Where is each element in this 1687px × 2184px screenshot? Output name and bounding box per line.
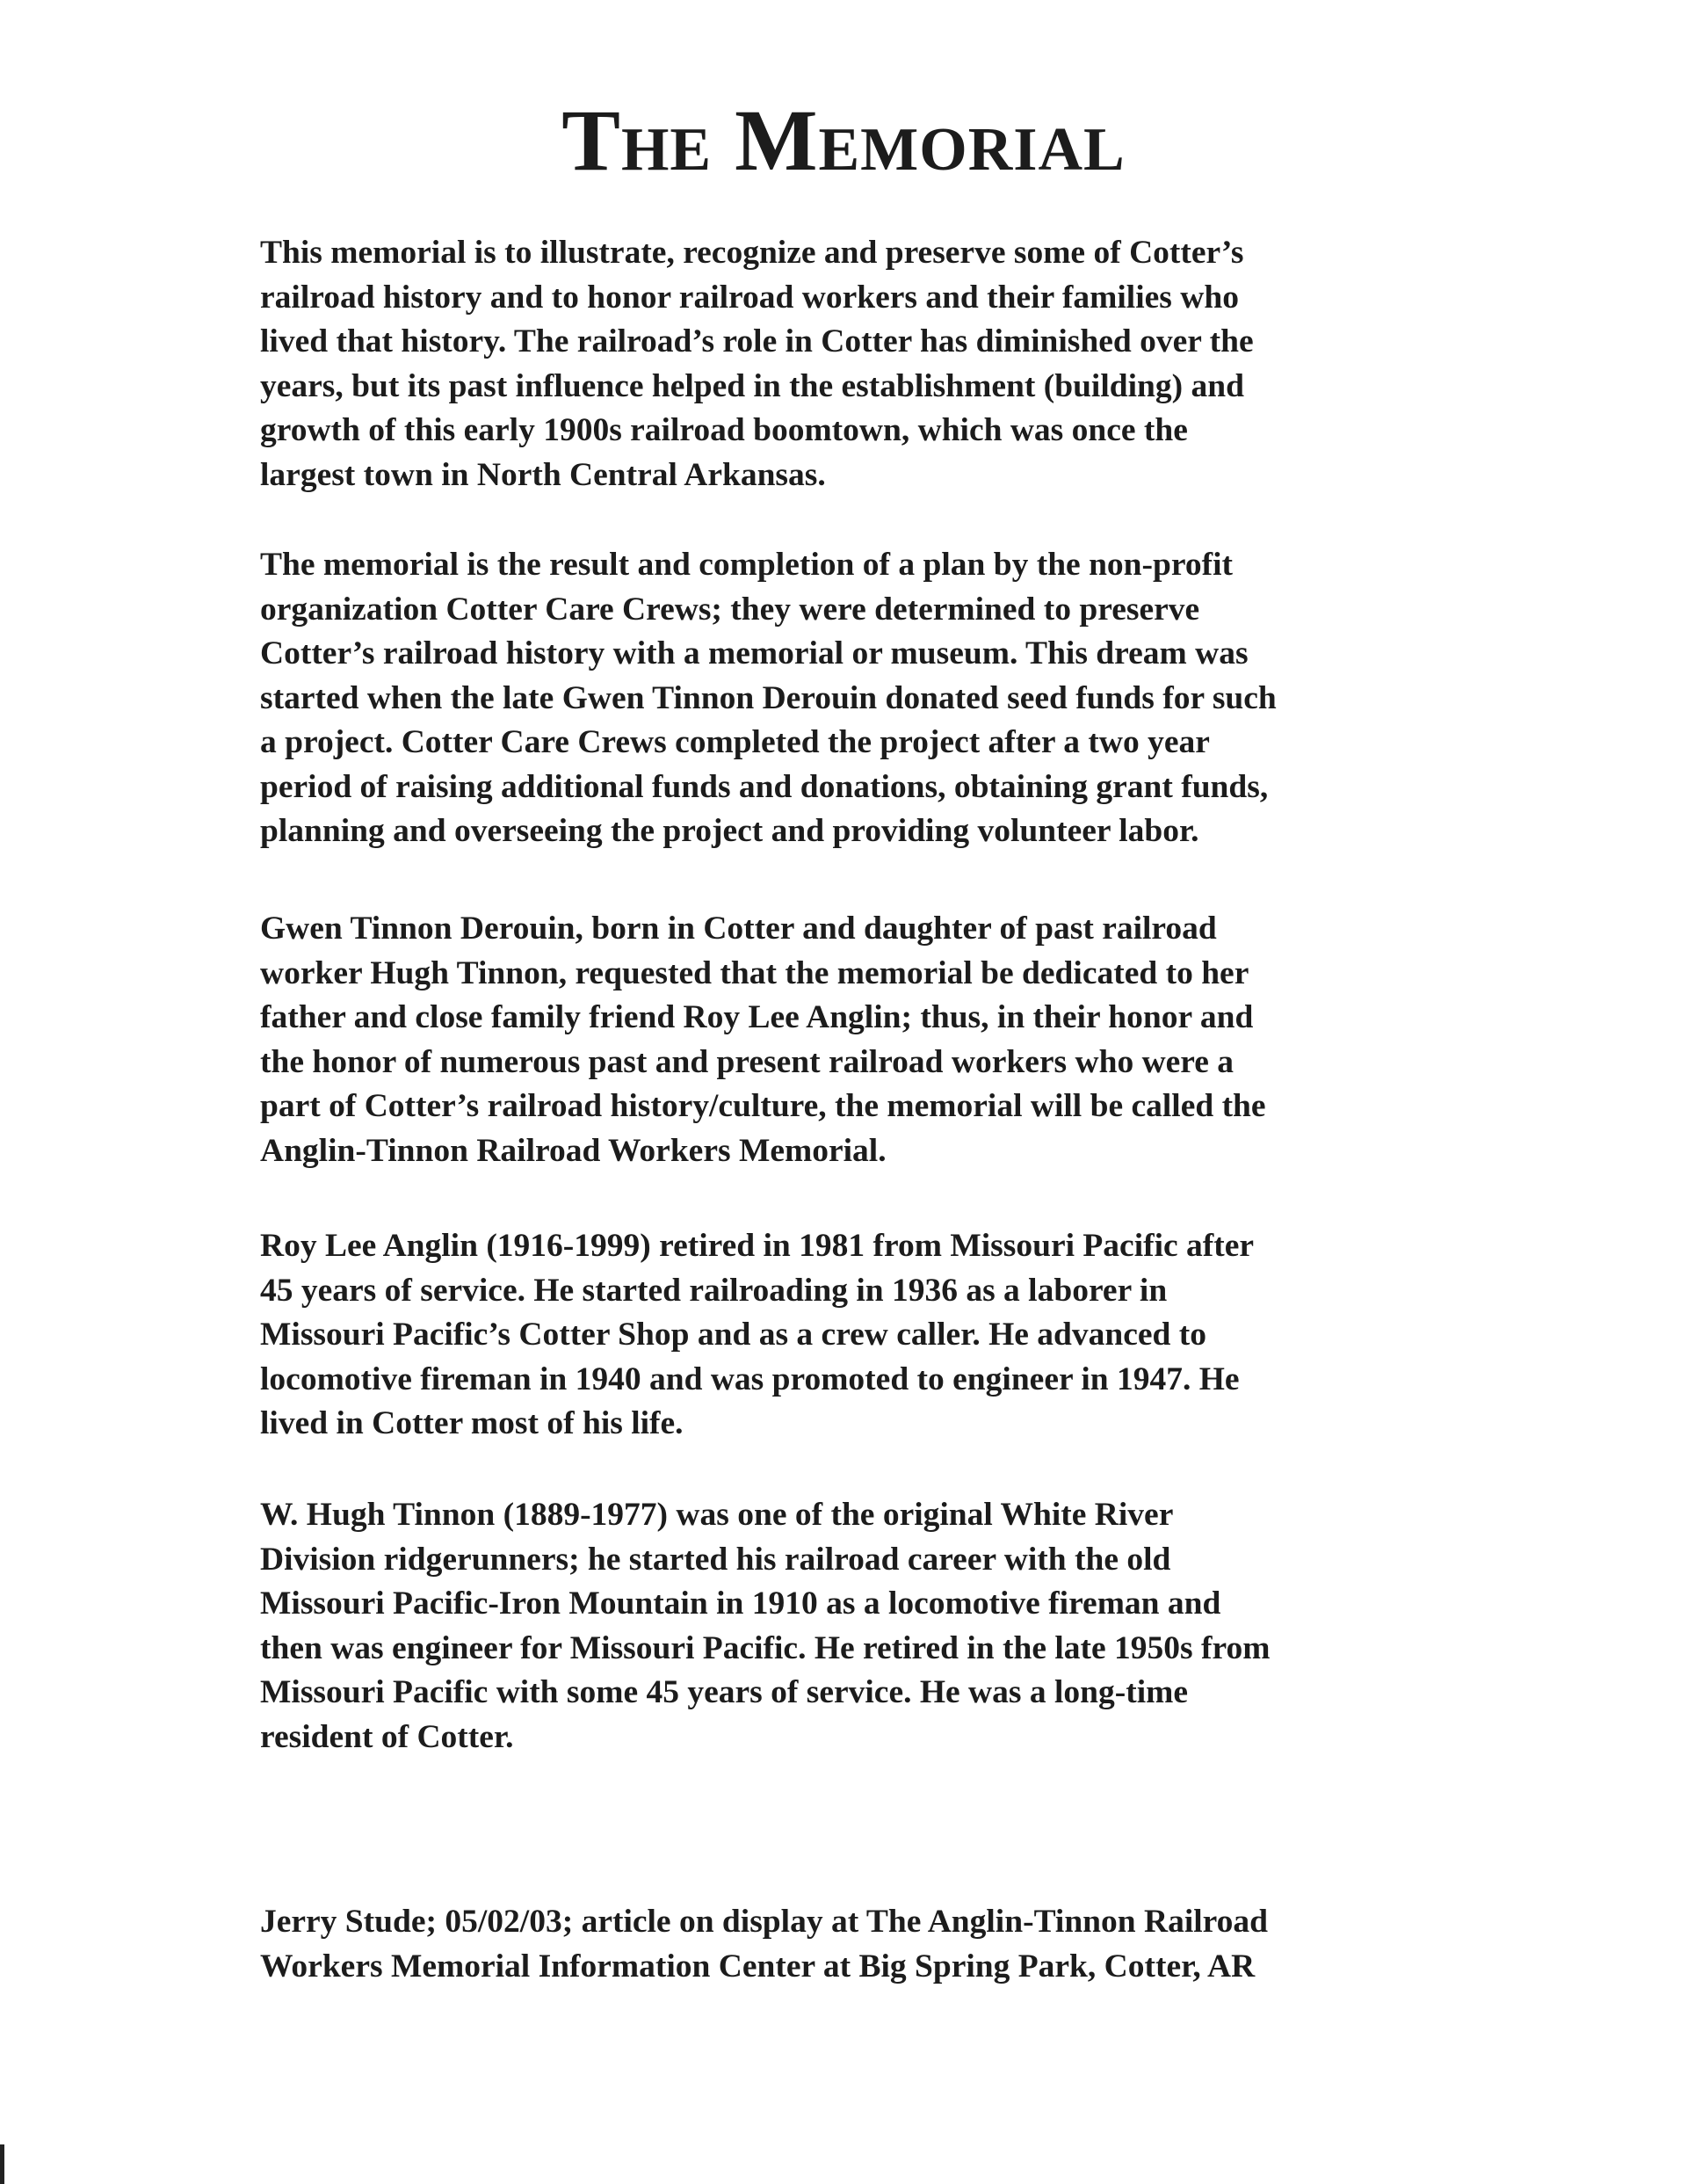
text-line: This memorial is to illustrate, recognize and preserve some of Cotter’s [260, 235, 1244, 271]
paragraph-attribution [260, 1900, 1268, 1989]
text-line: the honor of numerous past and present railroad workers who were a [260, 1043, 1234, 1080]
text-line: years, but its past influence helped in the establishment (building) and [260, 367, 1244, 404]
paragraph-roy-lee-anglin [260, 1224, 1254, 1447]
paragraph-origin [260, 543, 1277, 854]
text-line: growth of this early 1900s railroad boomtown, which was once the [260, 412, 1188, 448]
scan-edge-mark [0, 2144, 4, 2184]
text-line: railroad history and to honor railroad workers and their families who [260, 279, 1239, 316]
text-line: Anglin-Tinnon Railroad Workers Memorial. [260, 1132, 887, 1169]
text-line: Jerry Stude; 05/02/03; article on display at The Anglin-Tinnon Railroad [260, 1904, 1269, 1940]
text-line: locomotive fireman in 1940 and was promoted to engineer in 1947. He [260, 1360, 1240, 1397]
text-line: part of Cotter’s railroad history/culture, the memorial will be called the [260, 1088, 1266, 1124]
text-line: father and close family friend Roy Lee Anglin; thus, in their honor and [260, 999, 1254, 1035]
text-line: W. Hugh Tinnon (1889-1977) was one of the original White River [260, 1497, 1174, 1533]
text-line: Gwen Tinnon Derouin, born in Cotter and daughter of past railroad [260, 911, 1217, 947]
text-line: started when the late Gwen Tinnon Derouin donated seed funds for such [260, 679, 1277, 716]
text-line: Division ridgerunners; he started his railroad career with the old [260, 1541, 1171, 1578]
text-line: lived in Cotter most of his life. [260, 1405, 684, 1441]
text-line: The memorial is the result and completion of a plan by the non-profit [260, 547, 1233, 583]
page-title: The Memorial [561, 91, 1126, 189]
paragraph-hugh-tinnon [260, 1493, 1270, 1760]
text-line: period of raising additional funds and donations, obtaining grant funds, [260, 768, 1269, 805]
text-line: lived that history. The railroad’s role in Cotter has diminished over the [260, 323, 1254, 359]
text-line: then was engineer for Missouri Pacific. He retired in the late 1950s from [260, 1629, 1271, 1666]
text-line: largest town in North Central Arkansas. [260, 456, 826, 493]
text-line: 45 years of service. He started railroading in 1936 as a laborer in [260, 1272, 1168, 1309]
text-line: Missouri Pacific with some 45 years of service. He was a long-time [260, 1674, 1189, 1710]
text-line: Workers Memorial Information Center at Big Spring Park, Cotter, AR [260, 1948, 1256, 1984]
text-line: resident of Cotter. [260, 1718, 514, 1755]
text-line: Roy Lee Anglin (1916-1999) retired in 1981 from Missouri Pacific after [260, 1228, 1255, 1264]
text-line: planning and overseeing the project and providing volunteer labor. [260, 813, 1199, 849]
text-line: Missouri Pacific’s Cotter Shop and as a crew caller. He advanced to [260, 1317, 1206, 1353]
paragraph-dedication [260, 907, 1266, 1173]
paragraph-purpose [260, 231, 1254, 497]
text-line: a project. Cotter Care Crews completed the project after a two year [260, 724, 1210, 760]
text-line: organization Cotter Care Crews; they were determined to preserve [260, 591, 1200, 628]
text-line: Cotter’s railroad history with a memorial or museum. This dream was [260, 635, 1249, 671]
text-line: Missouri Pacific-Iron Mountain in 1910 as a locomotive fireman and [260, 1585, 1221, 1622]
text-line: worker Hugh Tinnon, requested that the memorial be dedicated to her [260, 954, 1249, 991]
